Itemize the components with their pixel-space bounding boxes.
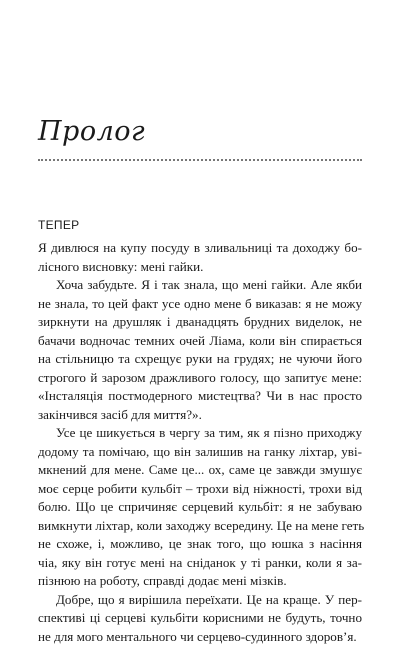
text-line: пізнюю на роботу, справді додає мені мізків. [38,572,362,591]
text-line: Хоча забудьте. Я і так знала, що мені гайки. Але якби [38,276,362,295]
text-line: лісного висновку: мені гайки. [38,258,362,277]
text-line: зиркнути на друшляк і дванадцять брудних виделок, не [38,313,362,332]
text-line: закінчився засіб для миття?». [38,406,362,425]
book-page [38,0,362,630]
text-line: мкнений для мене. Саме це... ох, саме це завжди змушує [38,461,362,480]
text-line: не схоже, і, можливо, це знак того, що юшка з насіння [38,535,362,554]
section-label: ТЕПЕР [38,218,79,232]
dotted-divider [38,159,362,161]
text-line: Усе це шикується в чергу за тим, як я пізно приходжу [38,424,362,443]
body-text [38,239,362,646]
text-line: бачачи водночас темних очей Ліама, коли він спирається [38,332,362,351]
text-line: на стільницю та схрещує руки на грудях; не чуючи його [38,350,362,369]
text-line: Я дивлюся на купу посуду в зливальниці та доходжу бо- [38,239,362,258]
text-line: не для мого ментального чи серцево-судинного здоров’я. [38,628,362,646]
text-line: спективі ці серцеві кульбіти корисними не будуть, точно [38,609,362,628]
text-line: чіа, яку він готує мені на сніданок у ті ранки, коли я за- [38,554,362,573]
text-line: болю. Що це спричиняє серцевий кульбіт: я не забуваю [38,498,362,517]
text-line: строгого й зарозом дражливого голосу, що запитує мене: [38,369,362,388]
chapter-title: Пролог [38,116,145,148]
text-line: вимкнути ліхтар, коли заходжу всередину. Це на мене геть [38,517,362,536]
text-line: «Інсталяція постмодерного мистецтва? Чи в нас просто [38,387,362,406]
text-line: Добре, що я вирішила переїхати. Це на краще. У пер- [38,591,362,610]
text-line: не знала, то цей факт усе одно мене б виказав: я не можу [38,295,362,314]
text-line: додому та помічаю, що він залишив на ганку ліхтар, уві- [38,443,362,462]
text-line: моє серце робити кульбіт – трохи від ніжності, трохи від [38,480,362,499]
